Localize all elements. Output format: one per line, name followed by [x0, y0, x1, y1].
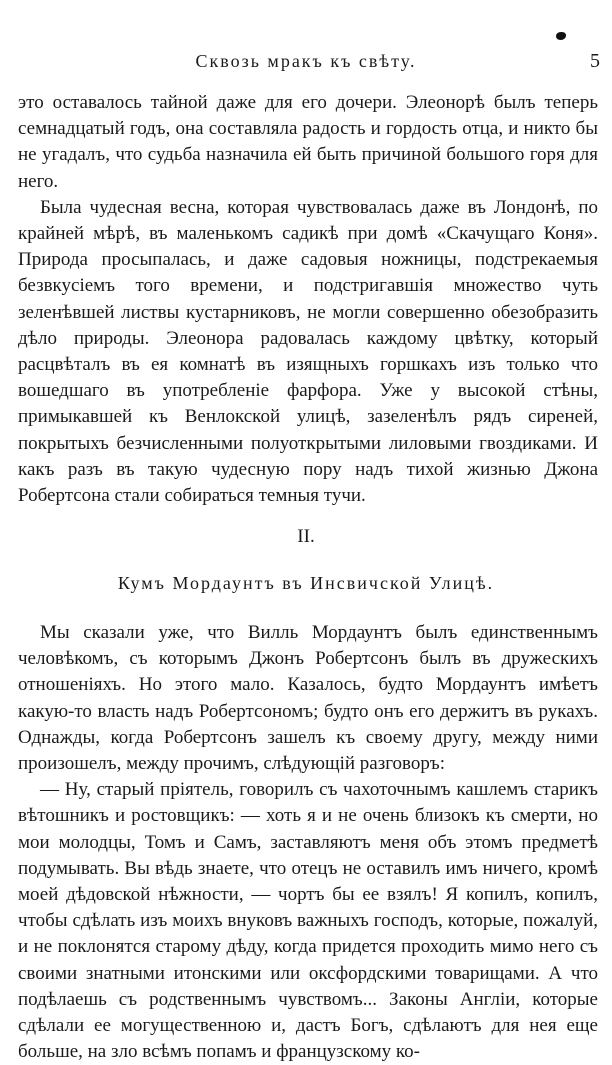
- page-number: 5: [590, 50, 600, 72]
- running-title: Сквозь мракъ къ свѣту.: [195, 51, 417, 71]
- paragraph-continuation: это оставалось тайной даже для его дочери. Элеонорѣ былъ теперь семнадцатый годъ, она составляла радость и гордость отца, и никто бы не угадалъ, что судьба назначила ей быть причиной большого горя для него.: [18, 92, 598, 192]
- paragraph-mordaunt: Мы сказали уже, что Вилль Мордаунтъ былъ единственнымъ человѣкомъ, съ которымъ Джонъ Робертсонъ былъ въ дружескихъ отношеніяхъ. Но этого мало. Казалось, будто Мордаунтъ имѣетъ какую-то власть надъ Робертсономъ; будто онъ его держитъ въ рукахъ. Однажды, когда Робертсонъ зашелъ къ своему другу, между ними произошелъ, между прочимъ, слѣдующій разговоръ:: [18, 622, 598, 775]
- chapter-title: Кумъ Мордаунтъ въ Инсвичской Улицѣ.: [117, 573, 495, 593]
- chapter-number: II.: [297, 526, 315, 547]
- section-2-text: [18, 620, 598, 1065]
- ink-blot: [556, 32, 566, 40]
- paragraph-spring: Была чудесная весна, которая чувствовалась даже въ Лондонѣ, по крайней мѣрѣ, въ маленькомъ садикѣ при домѣ «Скачущаго Коня». Природа просыпалась, и даже садовыя ножницы, подстрекаемыя безвкусіемъ того времени, и подстригавшія множество чуть зеленѣвшей листвы кустарниковъ, не могли совершенно обезобразить дѣло природы. Элеонора радовалась каждому цвѣтку, который расцвѣталъ въ ея комнатѣ въ изящныхъ горшкахъ изъ только что вошедшаго въ употребленіе фарфора. Уже у высокой стѣны, примыкавшей къ Венлокской улицѣ, зазеленѣлъ рядъ сиреней, покрытыхъ безчисленными полуоткрытыми лиловыми гвоздиками. И какъ разъ въ такую чудесную пору надъ тихой жизнью Джона Робертсона стали собираться темныя тучи.: [18, 196, 598, 507]
- section-1-text: [18, 90, 598, 509]
- page-header: [0, 46, 612, 76]
- paragraph-dialogue: — Ну, старый пріятель, говорилъ съ чахоточнымъ кашлемъ старикъ вѣтошникъ и ростовщикъ: — хоть я и не очень близокъ къ смерти, но мои молодцы, Томъ и Самъ, заставляютъ меня объ этомъ предметѣ подумывать. Вы вѣдь знаете, что отецъ не оставилъ имъ ничего, кромѣ моей дѣдовской нѣжности, — чортъ бы ее взялъ! Я копилъ, копилъ, чтобы сдѣлать изъ моихъ внуковъ важныхъ господъ, которые, пожалуй, и не поклонятся старому дѣду, когда придется проходить мимо него съ своими знатными итонскими или оксфордскими товарищами. А что подѣлаешь съ родственнымъ чувствомъ... Законы Англіи, которые сдѣлали ее могущественною и, дастъ Богъ, сдѣлаютъ для нея еще больше, на зло всѣмъ попамъ и французскому ко-: [18, 779, 598, 1063]
